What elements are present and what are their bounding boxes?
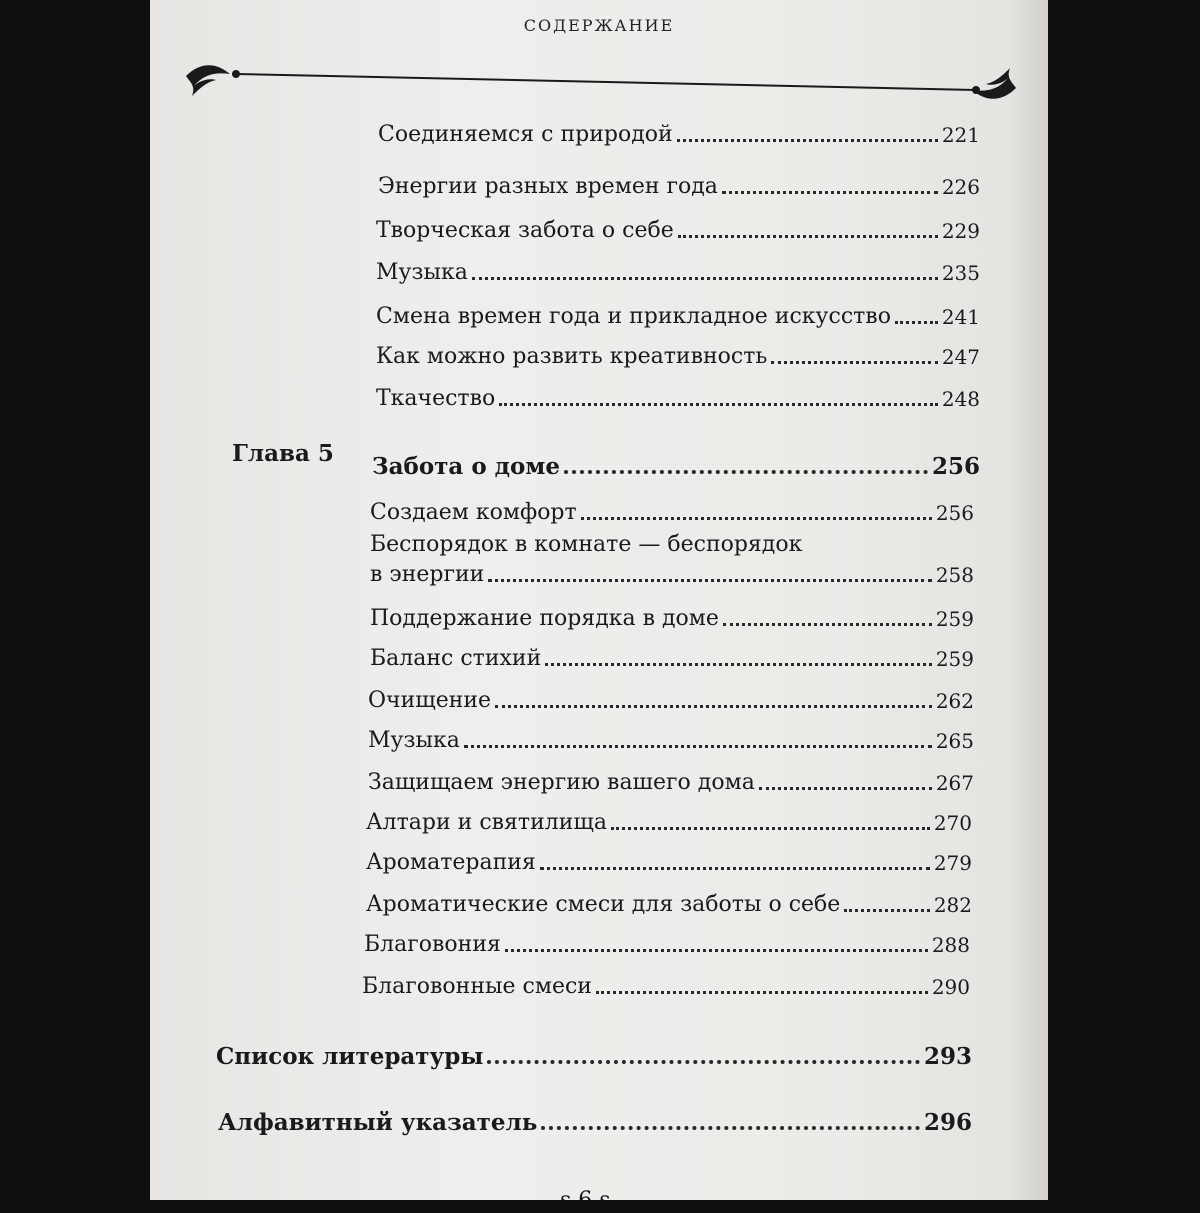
page-shadow — [1008, 0, 1048, 1200]
toc-dot-leader — [677, 139, 938, 142]
toc-entry[interactable] — [366, 836, 972, 876]
toc-entry-page: 258 — [935, 563, 974, 587]
toc-entry[interactable] — [368, 756, 974, 796]
toc-entry-title: Защищаем энергию вашего дома — [368, 770, 755, 795]
toc-entry-page: 290 — [931, 975, 970, 999]
toc-dot-leader — [581, 517, 932, 520]
toc-entry-title: Создаем комфорт — [370, 500, 577, 525]
toc-entry-page: 279 — [933, 851, 972, 875]
toc-entry-page: 229 — [941, 219, 980, 243]
toc-dot-leader — [722, 191, 938, 194]
toc-entry[interactable] — [368, 714, 974, 754]
toc-entry-index[interactable] — [218, 1096, 972, 1136]
toc-entry-title: Алтари и святилища — [366, 810, 607, 835]
toc-entry[interactable] — [376, 204, 980, 244]
toc-dot-leader — [495, 705, 932, 708]
toc-entry[interactable] — [370, 486, 974, 526]
toc-entry-page: 296 — [923, 1109, 972, 1136]
toc-entry[interactable] — [378, 108, 980, 148]
chapter-label: Глава 5 — [232, 440, 334, 467]
toc-dot-leader — [472, 277, 938, 280]
book-page — [150, 0, 1048, 1213]
toc-entry-page: 247 — [941, 345, 980, 369]
toc-entry-title-line1: Беспорядок в комнате — беспорядок — [370, 532, 803, 557]
toc-entry-title: Ароматерапия — [366, 850, 536, 875]
toc-entry[interactable] — [376, 246, 980, 286]
toc-dot-leader — [611, 827, 930, 830]
toc-entry[interactable] — [366, 878, 972, 918]
toc-entry-page: 270 — [933, 811, 972, 835]
toc-entry-title: Баланс стихий — [370, 646, 542, 671]
toc-entry-page: 256 — [935, 501, 974, 525]
toc-entry-title: Очищение — [368, 688, 492, 713]
toc-dot-leader — [505, 949, 928, 952]
toc-entry-page: 267 — [935, 771, 974, 795]
toc-entry-title: Благовония — [364, 932, 501, 957]
toc-entry-title: Ароматические смеси для заботы о себе — [366, 892, 841, 917]
toc-dot-leader — [723, 623, 932, 626]
toc-entry[interactable] — [376, 330, 980, 370]
toc-entry[interactable] — [376, 372, 980, 412]
toc-dot-leader — [541, 1126, 920, 1130]
toc-dot-leader — [545, 663, 932, 666]
toc-entry-page: 282 — [933, 893, 972, 917]
toc-entry-title: Благовонные смеси — [362, 974, 592, 999]
toc-dot-leader — [540, 867, 930, 870]
toc-entry-title: Ткачество — [376, 386, 496, 411]
toc-entry-page: 259 — [935, 647, 974, 671]
toc-entry[interactable] — [370, 632, 974, 672]
toc-entry-title: Поддержание порядка в доме — [370, 606, 719, 631]
toc-entry-bibliography[interactable] — [216, 1030, 972, 1070]
toc-entry[interactable] — [368, 674, 974, 714]
toc-entry-multiline[interactable] — [370, 532, 974, 588]
toc-entry[interactable] — [364, 918, 970, 958]
toc-entry-title: Алфавитный указатель — [218, 1109, 538, 1136]
toc-entry[interactable] — [370, 592, 974, 632]
toc-entry[interactable] — [366, 796, 972, 836]
toc-entry-title: Смена времен года и прикладное искусство — [376, 304, 891, 329]
toc-entry-page: 248 — [941, 387, 980, 411]
toc-entry-page: 259 — [935, 607, 974, 631]
toc-entry-title: Творческая забота о себе — [376, 218, 674, 243]
toc-entry-title: Как можно развить креативность — [376, 344, 768, 369]
chapter-title: Забота о доме — [372, 453, 560, 480]
toc-entry-title: Музыка — [376, 260, 468, 285]
toc-dot-leader — [487, 1060, 920, 1064]
toc-dot-leader — [771, 361, 937, 364]
toc-entry[interactable] — [362, 960, 970, 1000]
toc-entry-title: Соединяемся с природой — [378, 122, 673, 147]
toc-entry-title: Энергии разных времен года — [378, 174, 718, 199]
header-ornament-icon — [186, 52, 1016, 112]
toc-entry-page: 288 — [931, 933, 970, 957]
toc-dot-leader — [464, 745, 932, 748]
toc-entry-page: 262 — [935, 689, 974, 713]
toc-dot-leader — [596, 991, 928, 994]
toc-entry-title-line2: в энергии — [370, 562, 485, 587]
toc-dot-leader — [499, 403, 938, 406]
toc-entry-title: Список литературы — [216, 1043, 484, 1070]
chapter-entry[interactable] — [372, 440, 980, 480]
toc-entry-line2 — [370, 558, 974, 588]
toc-dot-leader — [759, 787, 932, 790]
toc-dot-leader — [844, 909, 930, 912]
toc-entry-page: 265 — [935, 729, 974, 753]
running-header: СОДЕРЖАНИЕ — [523, 16, 675, 35]
toc-entry[interactable] — [378, 160, 980, 200]
toc-dot-leader — [895, 321, 938, 324]
toc-entry-page: 221 — [941, 123, 980, 147]
toc-entry-title: Музыка — [368, 728, 460, 753]
chapter-page: 256 — [931, 453, 980, 480]
toc-entry[interactable] — [376, 290, 980, 330]
toc-entry-page: 241 — [941, 305, 980, 329]
toc-dot-leader — [488, 579, 931, 582]
toc-entry-page: 235 — [941, 261, 980, 285]
toc-dot-leader — [678, 235, 938, 238]
page-number-footer: ѕ 6 ѕ — [560, 1188, 611, 1213]
toc-dot-leader — [564, 470, 928, 474]
toc-entry-page: 226 — [941, 175, 980, 199]
toc-entry-page: 293 — [923, 1043, 972, 1070]
